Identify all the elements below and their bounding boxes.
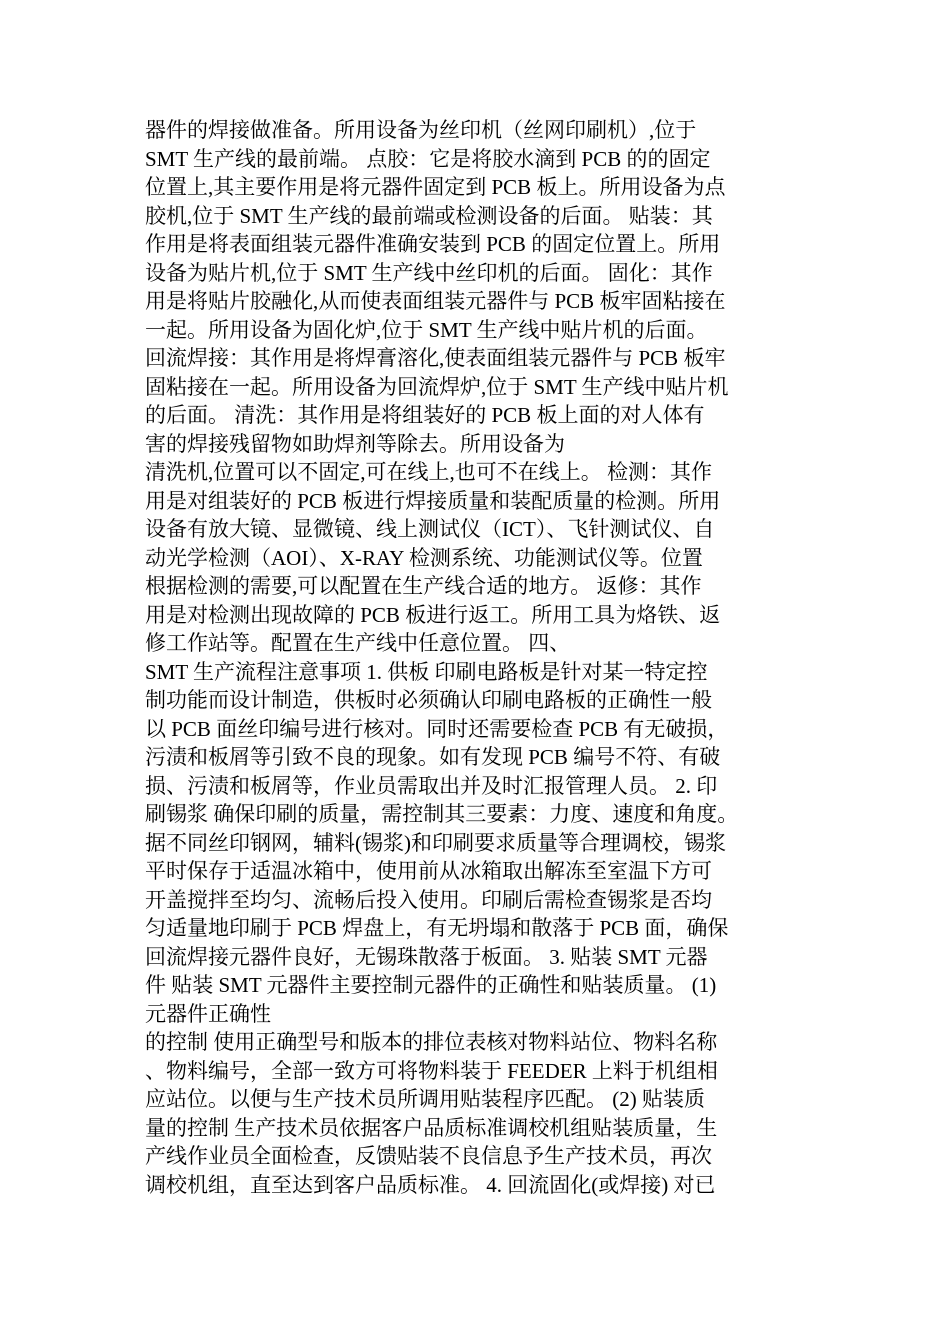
text-line: 的控制 使用正确型号和版本的排位表核对物料站位、物料名称 <box>145 1030 718 1054</box>
text-line: 损、污渍和板屑等，作业员需取出并及时汇报管理人员。 2. 印 <box>145 773 718 798</box>
text-line: SMT 生产流程注意事项 1. 供板 印刷电路板是针对某一特定控 <box>145 659 708 684</box>
text-line: 器件的焊接做准备。所用设备为丝印机（丝网印刷机）,位于 <box>145 118 697 142</box>
body-text <box>145 116 825 1199</box>
text-line: 刷锡浆 确保印刷的质量，需控制其三要素：力度、速度和角度。 <box>145 802 739 826</box>
text-line: 用是对检测出现故障的 PCB 板进行返工。所用工具为烙铁、返 <box>145 602 721 627</box>
text-line: 作用是将表面组装元器件准确安装到 PCB 的固定位置上。所用 <box>145 232 721 256</box>
text-line: 的后面。 清洗：其作用是将组装好的 PCB 板上面的对人体有 <box>145 403 705 427</box>
text-line: 以 PCB 面丝印编号进行核对。同时还需要检查 PCB 有无破损， <box>145 716 729 741</box>
text-line: 一起。所用设备为固化炉,位于 SMT 生产线中贴片机的后面。 <box>145 317 708 342</box>
text-line: 修工作站等。配置在生产线中任意位置。 四、 <box>145 631 571 655</box>
text-line: 固粘接在一起。所用设备为回流焊炉,位于 SMT 生产线中贴片机 <box>145 374 729 399</box>
text-line: 元器件正确性 <box>145 1001 271 1026</box>
text-line: 匀适量地印刷于 PCB 焊盘上，有无坍塌和散落于 PCB 面，确保 <box>145 916 729 940</box>
text-line: 据不同丝印钢网，辅料(锡浆)和印刷要求质量等合理调校，锡浆 <box>145 830 726 855</box>
text-line: 量的控制 生产技术员依据客户品质标准调校机组贴装质量，生 <box>145 1115 718 1140</box>
text-line: 、物料编号，全部一致方可将物料装于 FEEDER 上料于机组相 <box>145 1058 718 1083</box>
text-line: 清洗机,位置可以不固定,可在线上,也可不在线上。 检测：其作 <box>145 460 712 484</box>
text-line: 件 贴装 SMT 元器件主要控制元器件的正确性和贴装质量。 (1) <box>145 973 717 997</box>
text-line: 开盖搅拌至均匀、流畅后投入使用。印刷后需检查锡浆是否均 <box>145 887 712 912</box>
text-line: 害的焊接残留物如助焊剂等除去。所用设备为 <box>145 431 565 456</box>
text-line: 根据检测的需要,可以配置在生产线合适的地方。 返修：其作 <box>145 574 702 598</box>
text-line: 动光学检测（AOI）、X-RAY 检测系统、功能测试仪等。位置 <box>145 545 703 570</box>
text-line: 调校机组，直至达到客户品质标准。 4. 回流固化(或焊接) 对已 <box>145 1172 716 1197</box>
text-line: 用是对组装好的 PCB 板进行焊接质量和装配质量的检测。所用 <box>145 488 721 513</box>
text-line: 产线作业员全面检查，反馈贴装不良信息予生产技术员，再次 <box>145 1144 712 1168</box>
text-line: 制功能而设计制造，供板时必须确认印刷电路板的正确性一般 <box>145 688 712 712</box>
text-line: 应站位。以便与生产技术员所调用贴装程序匹配。 (2) 贴装质 <box>145 1087 705 1111</box>
text-line: 用是将贴片胶融化,从而使表面组装元器件与 PCB 板牢固粘接在 <box>145 289 726 313</box>
text-line: 回流焊接：其作用是将焊膏溶化,使表面组装元器件与 PCB 板牢 <box>145 346 726 370</box>
text-line: 位置上,其主要作用是将元器件固定到 PCB 板上。所用设备为点 <box>145 175 726 199</box>
text-line: 设备为贴片机,位于 SMT 生产线中丝印机的后面。 固化：其作 <box>145 260 713 285</box>
text-line: SMT 生产线的最前端。 点胶：它是将胶水滴到 PCB 的的固定 <box>145 146 711 171</box>
text-line: 污渍和板屑等引致不良的现象。如有发现 PCB 编号不符、有破 <box>145 745 721 769</box>
text-line: 平时保存于适温冰箱中，使用前从冰箱取出解冻至室温下方可 <box>145 859 712 883</box>
text-line: 设备有放大镜、显微镜、线上测试仪（ICT）、飞针测试仪、自 <box>145 517 715 541</box>
text-line: 胶机,位于 SMT 生产线的最前端或检测设备的后面。 贴装：其 <box>145 203 713 228</box>
text-line: 回流焊接元器件良好，无锡珠散落于板面。 3. 贴装 SMT 元器 <box>145 944 708 969</box>
